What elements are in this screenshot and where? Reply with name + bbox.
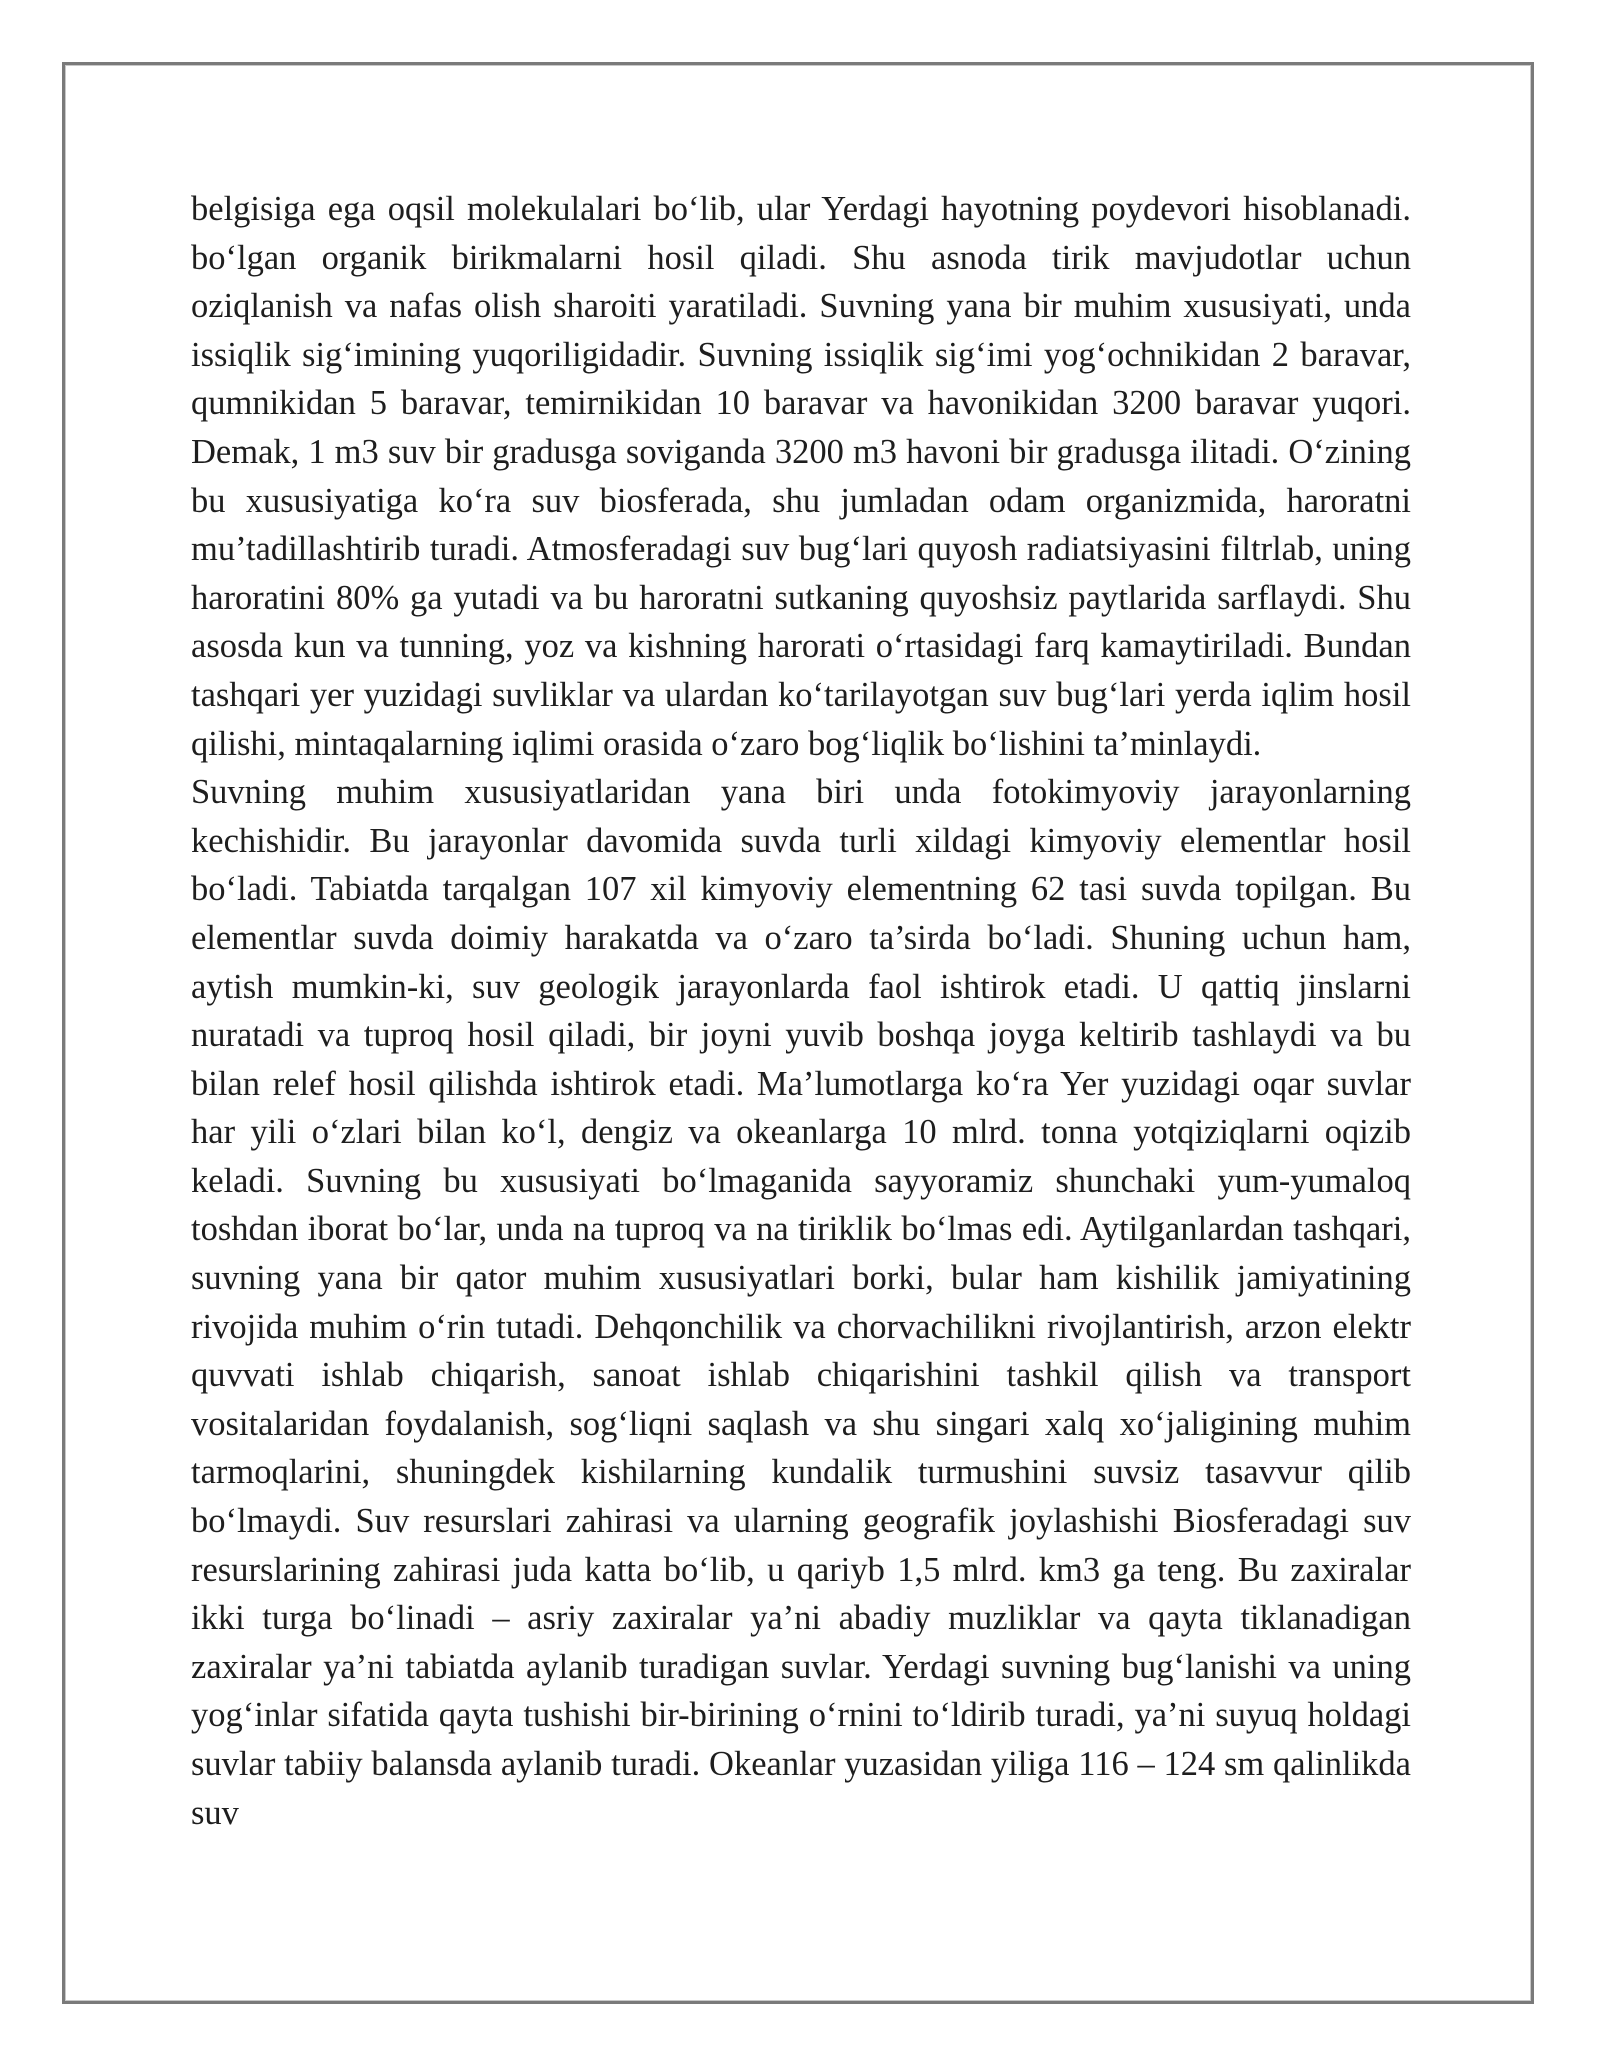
document-body bbox=[191, 185, 1411, 1837]
paragraph-1: belgisiga ega oqsil molekulalari bo‘lib, ular Yerdagi hayotning poydevori hisoblanadi. bo‘lgan organik birikmalarni hosil qiladi. Shu asnoda tirik mavjudotlar uchun oziqlanish va nafas olish sharoiti yaratiladi. Suvning yana bir muhim xususiyati, unda issiqlik sig‘imining yuqoriligidadir. Suvning issiqlik sig‘imi yog‘ochnikidan 2 baravar, qumnikidan 5 baravar, temirnikidan 10 baravar va havonikidan 3200 baravar yuqori. Demak, 1 m3 suv bir gradusga soviganda 3200 m3 havoni bir gradusga ilitadi. O‘zining bu xususiyatiga ko‘ra suv biosferada, shu jumladan odam organizmida, haroratni mu’tadillashtirib turadi. Atmosferadagi suv bug‘lari quyosh radiatsiyasini filtrlab, uning haroratini 80% ga yutadi va bu haroratni sutkaning quyoshsiz paytlarida sarflaydi. Shu asosda kun va tunning, yoz va kishning harorati o‘rtasidagi farq kamaytiriladi. Bundan tashqari yer yuzidagi suvliklar va ulardan ko‘tarilayotgan suv bug‘lari yerda iqlim hosil qilishi, mintaqalarning iqlimi orasida o‘zaro bog‘liqlik bo‘lishini ta’minlaydi. bbox=[191, 190, 1411, 763]
paragraph-2: Suvning muhim xususiyatlaridan yana biri unda fotokimyoviy jarayonlarning kechishidir. Bu jarayonlar davomida suvda turli xildagi kimyoviy elementlar hosil bo‘ladi. Tabiatda tarqalgan 107 xil kimyoviy elementning 62 tasi suvda topilgan. Bu elementlar suvda doimiy harakatda va o‘zaro ta’sirda bo‘ladi. Shuning uchun ham, aytish mumkin-ki, suv geologik jarayonlarda faol ishtirok etadi. U qattiq jinslarni nuratadi va tuproq hosil qiladi, bir joyni yuvib boshqa joyga keltirib tashlaydi va bu bilan relef hosil qilishda ishtirok etadi. Ma’lumotlarga ko‘ra Yer yuzidagi oqar suvlar har yili o‘zlari bilan ko‘l, dengiz va okeanlarga 10 mlrd. tonna yotqiziqlarni oqizib keladi. Suvning bu xususiyati bo‘lmaganida sayyoramiz shunchaki yum-yumaloq toshdan iborat bo‘lar, unda na tuproq va na tiriklik bo‘lmas edi. Aytilganlardan tashqari, suvning yana bir qator muhim xususiyatlari borki, bular ham kishilik jamiyatining rivojida muhim o‘rin tutadi. Dehqonchilik va chorvachilikni rivojlantirish, arzon elektr quvvati ishlab chiqarish, sanoat ishlab chiqarishini tashkil qilish va transport vositalaridan foydalanish, sog‘liqni saqlash va shu singari xalq xo‘jaligining muhim tarmoqlarini, shuningdek kishilarning kundalik turmushini suvsiz tasavvur qilib bo‘lmaydi. Suv resurslari zahirasi va ularning geografik joylashishi Biosferadagi suv resurslarining zahirasi juda katta bo‘lib, u qariyb 1,5 mlrd. km3 ga teng. Bu zaxiralar ikki turga bo‘linadi – asriy zaxiralar ya’ni abadiy muzliklar va qayta tiklanadigan zaxiralar ya’ni tabiatda aylanib turadigan suvlar. Yerdagi suvning bug‘lanishi va uning yog‘inlar sifatida qayta tushishi bir-birining o‘rnini to‘ldirib turadi, ya’ni suyuq holdagi suvlar tabiiy balansda aylanib turadi. Okeanlar yuzasidan yiliga 116 – 124 sm qalinlikda suv bbox=[191, 773, 1411, 1832]
